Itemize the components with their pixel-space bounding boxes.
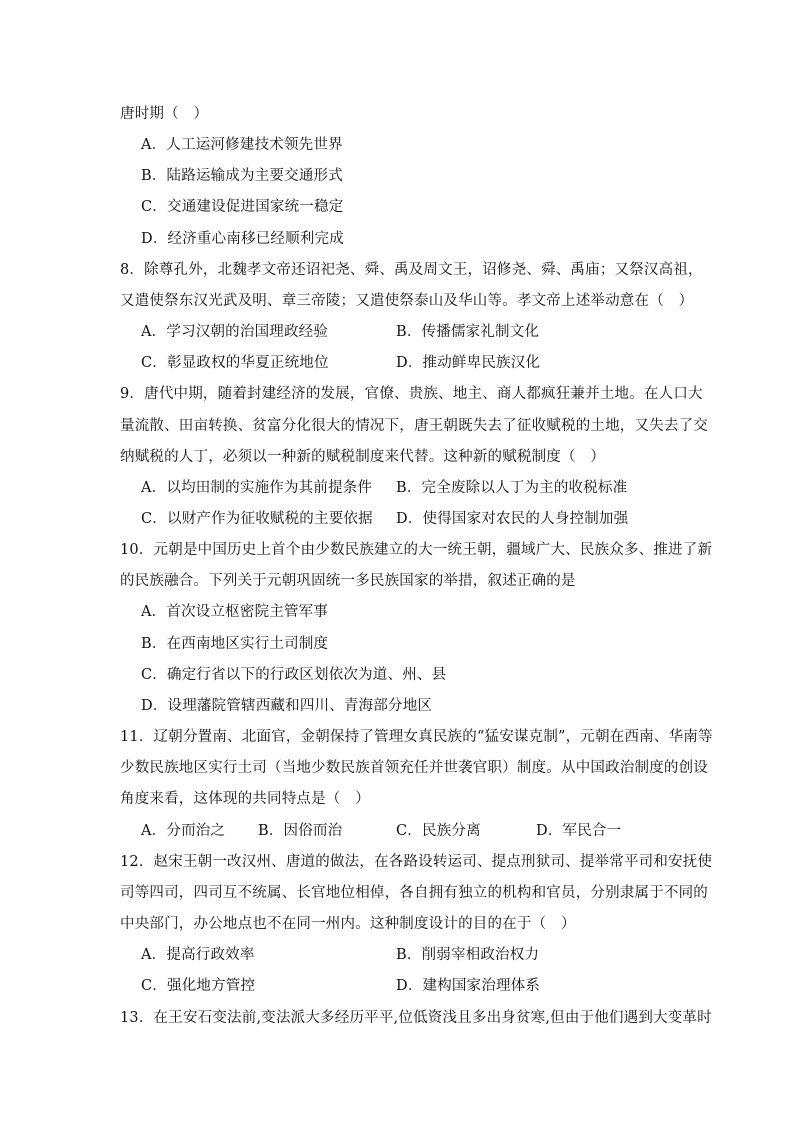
q7-option-c: C．交通建设促进国家统一稳定: [141, 199, 344, 215]
q9-option-b: B．完全废除以人丁为主的收税标准: [396, 480, 628, 496]
q7-option-b: B．陆路运输成为主要交通形式: [141, 168, 343, 184]
q8-stem-line2: 又遣使祭东汉光武及明、章三帝陵；又遣使祭泰山及华山等。孝文帝上述举动意在（ ）: [120, 293, 694, 309]
q12-option-b: B．削弱宰相政治权力: [396, 947, 540, 963]
q11-stem-line1: 11．辽朝分置南、北面官，金朝保持了管理女真民族的“猛安谋克制”，元朝在西南、华南等: [120, 729, 713, 745]
q7-stem-tail: 唐时期（ ）: [120, 106, 209, 122]
q9-option-c: C．以财产作为征收赋税的主要依据: [141, 511, 373, 527]
q8-option-a: A．学习汉朝的治国理政经验: [141, 324, 329, 340]
q9-option-a: A．以均田制的实施作为其前提条件: [141, 480, 373, 496]
q10-option-a: A．首次设立枢密院主管军事: [141, 604, 329, 620]
q9-stem-line1: 9．唐代中期，随着封建经济的发展，官僚、贵族、地主、商人都疯狂兼并土地。在人口大: [120, 386, 703, 402]
q13-stem-line1: 13．在王安石变法前,变法派大多经历平平,位低资浅且多出身贫寒,但由于他们遇到大变革时: [120, 1010, 712, 1026]
q10-stem-line2: 的民族融合。下列关于元朝巩固统一多民族国家的举措，叙述正确的是: [120, 573, 576, 589]
q12-option-a: A．提高行政效率: [141, 947, 255, 963]
q11-stem-line2: 少数民族地区实行土司（当地少数民族首领充任并世袭官职）制度。从中国政治制度的创设: [120, 760, 708, 776]
q10-stem-line1: 10．元朝是中国历史上首个由少数民族建立的大一统王朝，疆域广大、民族众多、推进了新: [120, 542, 713, 558]
q11-option-a: A．分而治之: [141, 823, 226, 839]
q7-option-a: A．人工运河修建技术领先世界: [141, 137, 343, 153]
q8-option-d: D．推动鲜卑民族汉化: [396, 355, 541, 371]
q7-option-d: D．经济重心南移已经顺利完成: [141, 231, 344, 247]
q11-option-d: D．军民合一: [536, 823, 622, 839]
q8-option-c: C．彰显政权的华夏正统地位: [141, 355, 329, 371]
q10-option-b: B．在西南地区实行土司制度: [141, 636, 329, 652]
q8-stem-line1: 8．除尊孔外，北魏孝文帝还诏祀尧、舜、禹及周文王，诏修尧、舜、禹庙；又祭汉高祖，: [120, 262, 703, 278]
q12-stem-line1: 12．赵宋王朝一改汉州、唐道的做法，在各路设转运司、提点刑狱司、提举常平司和安抚使: [120, 854, 713, 870]
q8-option-b: B．传播儒家礼制文化: [396, 324, 540, 340]
q12-stem-line2: 司等四司，四司互不统属、长官地位相倬，各自拥有独立的机构和官员，分别隶属于不同的: [120, 885, 708, 901]
q12-option-c: C．强化地方管控: [141, 978, 256, 994]
q9-option-d: D．使得国家对农民的人身控制加强: [396, 511, 629, 527]
q12-option-d: D．建构国家治理体系: [396, 978, 541, 994]
q9-stem-line3: 纳赋税的人丁，必须以一种新的赋税制度来代替。这种新的赋税制度（ ）: [120, 449, 606, 465]
q9-stem-line2: 量流散、田亩转换、贫富分化很大的情况下，唐王朝既失去了征收赋税的土地，又失去了交: [120, 418, 708, 434]
q12-stem-line3: 中央部门，办公地点也不在同一州内。这种制度设计的目的在于（ ）: [120, 916, 576, 932]
q11-option-c: C．民族分离: [396, 823, 481, 839]
q10-option-d: D．设理藩院管辖西藏和四川、青海部分地区: [141, 698, 433, 714]
q11-option-b: B．因俗而治: [258, 823, 343, 839]
q10-option-c: C．确定行省以下的行政区划依次为道、州、县: [141, 667, 447, 683]
q11-stem-line3: 角度来看，这体现的共同特点是（ ）: [120, 791, 370, 807]
